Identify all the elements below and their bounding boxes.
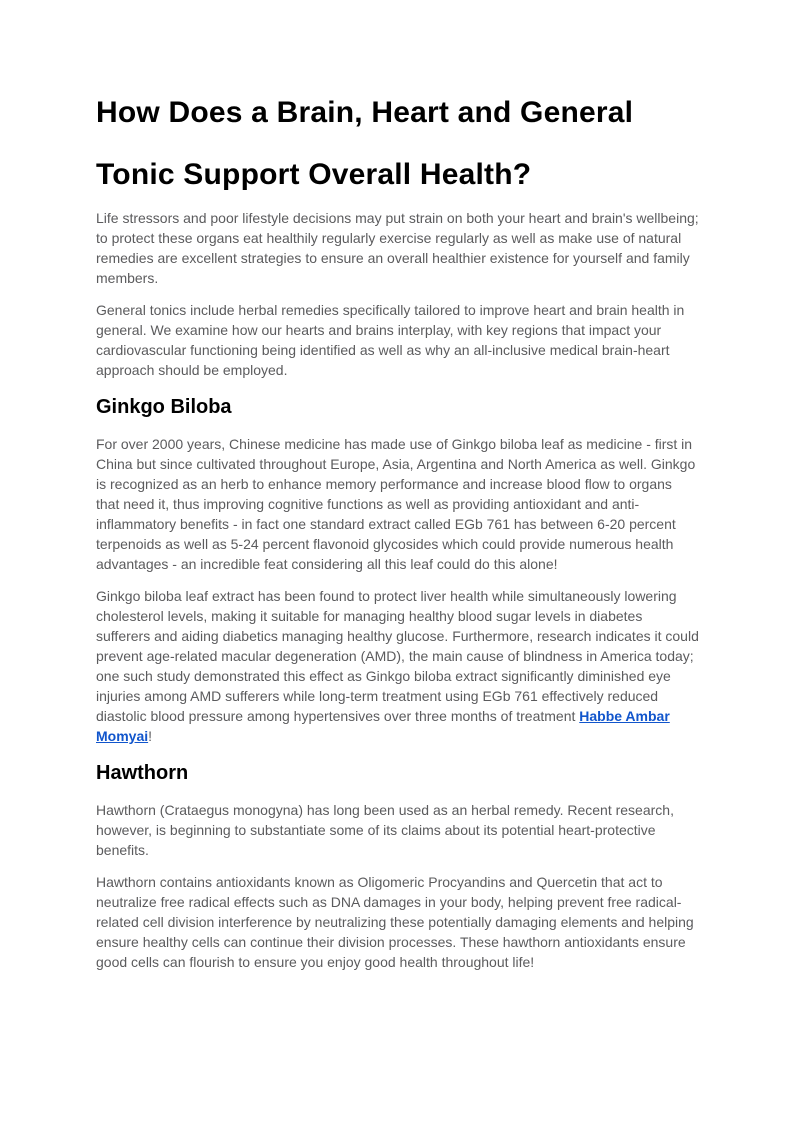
ginkgo-paragraph-2 [96, 586, 699, 746]
intro-paragraph-2: General tonics include herbal remedies specifically tailored to improve heart and brain health in general. We examine how our hearts and brains interplay, with key regions that impact your cardiovascular functioning being identified as well as why an all-inclusive medical brain-heart approach should be employed. [96, 302, 685, 378]
habbe-ambar-momyai-link[interactable]: Habbe Ambar Momyai [96, 708, 670, 744]
ginkgo-paragraph-2-text: Ginkgo biloba leaf extract has been found to protect liver health while simultaneously lowering cholesterol levels, making it suitable for managing healthy blood sugar levels in diabetes sufferers and aiding diabetics managing healthy glucose. Furthermore, research indicates it could prevent age-related macular degeneration (AMD), the main cause of blindness in America today; one such study demonstrated this effect as Ginkgo biloba extract significantly diminished eye injuries among AMD sufferers while long-term treatment using EGb 761 effectively reduced diastolic blood pressure among hypertensives over three months of treatment [96, 588, 699, 724]
hawthorn-paragraph-2: Hawthorn contains antioxidants known as Oligomeric Procyandins and Quercetin that act to neutralize free radical effects such as DNA damages in your body, helping prevent free radical-related cell division interference by neutralizing these potentially damaging elements and helping ensure healthy cells can continue their division processes. These hawthorn antioxidants ensure good cells can flourish to ensure you enjoy good health throughout life! [96, 874, 694, 970]
section-heading-ginkgo-biloba: Ginkgo Biloba [96, 396, 232, 418]
section-heading-hawthorn: Hawthorn [96, 762, 189, 784]
intro-paragraph-1: Life stressors and poor lifestyle decisions may put strain on both your heart and brain's wellbeing; to protect these organs eat healthily regularly exercise regularly as well as make use of natural remedies are excellent strategies to ensure an overall healthier existence for yourself and family members. [96, 210, 699, 286]
ginkgo-paragraph-2-exclamation: ! [148, 728, 153, 744]
hawthorn-paragraph-1: Hawthorn (Crataegus monogyna) has long been used as an herbal remedy. Recent research, however, is beginning to substantiate some of its claims about its potential heart-protective benefits. [96, 802, 674, 858]
article-title: How Does a Brain, Heart and General Tonic Support Overall Health? [96, 96, 634, 191]
ginkgo-paragraph-1: For over 2000 years, Chinese medicine has made use of Ginkgo biloba leaf as medicine - first in China but since cultivated throughout Europe, Asia, Argentina and North America as well. Ginkgo is recognized as an herb to enhance memory performance and increase blood flow to organs that need it, thus improving cognitive functions as well as providing antioxidant and anti-inflammatory benefits - in fact one standard extract called EGb 761 has between 6-20 percent terpenoids as well as 5-24 percent flavonoid glycosides which could provide numerous health advantages - an incredible feat considering all this leaf could do this alone! [96, 436, 696, 572]
